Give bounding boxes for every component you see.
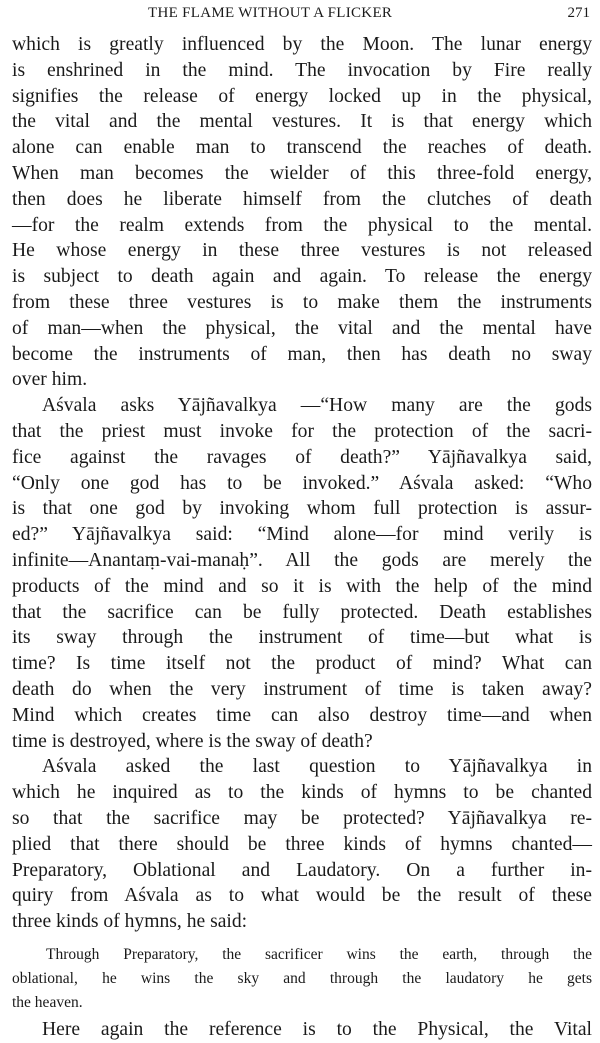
text-line: products of the mind and so it is with the help of the mind bbox=[12, 575, 592, 597]
text-line: ed?” Yājñavalkya said: “Mind alone—for mind verily is bbox=[12, 524, 592, 546]
text-line: Preparatory, Oblational and Laudatory. On a further in- bbox=[12, 859, 592, 881]
text-line: He whose energy in these three vestures is not released bbox=[12, 240, 592, 262]
text-line: —for the realm extends from the physical to the mental. bbox=[12, 214, 592, 236]
page-number: 271 bbox=[567, 5, 590, 21]
text-line: Aśvala asks Yājñavalkya —“How many are the gods bbox=[42, 395, 592, 417]
text-line: alone can enable man to transcend the reaches of death. bbox=[12, 137, 592, 159]
text-line: When man becomes the wielder of this three-fold energy, bbox=[12, 162, 592, 184]
page-body bbox=[12, 32, 592, 1043]
text-line: the vital and the mental vestures. It is that energy which bbox=[12, 111, 592, 133]
text-line: Through Preparatory, the sacrificer wins the earth, through the bbox=[46, 945, 592, 963]
paragraph bbox=[12, 1017, 592, 1043]
paragraph bbox=[12, 393, 592, 754]
text-line: which is greatly influenced by the Moon. The lunar energy bbox=[12, 34, 592, 55]
text-line: time? Is time itself not the product of mind? What can bbox=[12, 653, 592, 675]
text-line: is subject to death again and again. To release the energy bbox=[12, 266, 592, 288]
paragraph bbox=[12, 754, 592, 935]
text-line: fice against the ravages of death?” Yājñavalkya said, bbox=[12, 446, 592, 468]
text-line: that the sacrifice can be fully protected. Death establishes bbox=[12, 601, 592, 623]
text-line: Here again the reference is to the Physical, the Vital bbox=[42, 1018, 592, 1040]
chapter-title: THE FLAME WITHOUT A FLICKER bbox=[148, 5, 393, 21]
paragraph bbox=[12, 32, 592, 393]
text-line: become the instruments of man, then has death no sway bbox=[12, 343, 592, 365]
block-quote bbox=[12, 943, 592, 1015]
text-line: which he inquired as to the kinds of hymns to be chanted bbox=[12, 782, 592, 804]
text-line: quiry from Aśvala as to what would be the result of these bbox=[12, 885, 592, 907]
text-line: signifies the release of energy locked up in the physical, bbox=[12, 85, 592, 107]
text-line: over him. bbox=[12, 369, 88, 391]
text-line: “Only one god has to be invoked.” Aśvala asked: “Who bbox=[12, 472, 592, 494]
text-line: plied that there should be three kinds of hymns chanted— bbox=[12, 833, 592, 855]
text-line: Mind which creates time can also destroy time—and when bbox=[12, 704, 592, 726]
text-line: time is destroyed, where is the sway of death? bbox=[12, 730, 373, 752]
text-line: so that the sacrifice may be protected? Yājñavalkya re- bbox=[12, 807, 592, 829]
text-line: is enshrined in the mind. The invocation by Fire really bbox=[12, 59, 592, 81]
text-line: oblational, he wins the sky and through the laudatory he gets bbox=[12, 969, 592, 987]
text-line: is that one god by invoking whom full protection is assur- bbox=[12, 498, 592, 520]
text-line: the heaven. bbox=[12, 993, 83, 1011]
text-line: from these three vestures is to make them the instruments bbox=[12, 291, 592, 313]
text-line: infinite—Anantaṃ-vai-manaḥ”. All the gods are merely the bbox=[12, 549, 592, 571]
text-line: Aśvala asked the last question to Yājñavalkya in bbox=[42, 756, 592, 778]
text-line: of man—when the physical, the vital and the mental have bbox=[12, 317, 592, 339]
text-line: then does he liberate himself from the clutches of death bbox=[12, 188, 592, 210]
text-line: its sway through the instrument of time—but what is bbox=[12, 627, 592, 649]
text-line: three kinds of hymns, he said: bbox=[12, 911, 248, 933]
text-line: that the priest must invoke for the protection of the sacri- bbox=[12, 420, 592, 442]
running-header bbox=[0, 3, 600, 27]
text-line: death do when the very instrument of time is taken away? bbox=[12, 678, 592, 700]
